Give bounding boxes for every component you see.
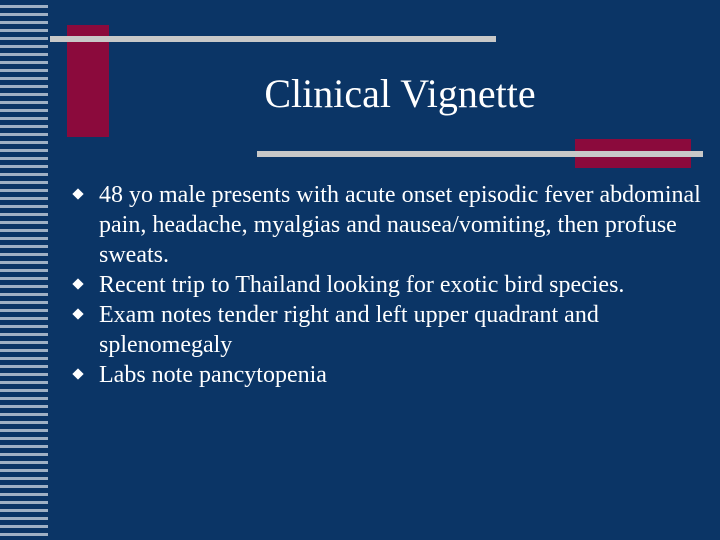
slide-title: Clinical Vignette — [264, 71, 536, 116]
bullet-text: 48 yo male presents with acute onset episodic fever abdominal pain, headache, myalgias and nausea/vomiting, then profuse sweats. — [99, 182, 701, 268]
horizontal-rule-right — [257, 151, 703, 157]
bullet-item — [70, 300, 710, 360]
bullet-item — [70, 180, 710, 270]
diamond-bullet-icon — [72, 278, 83, 289]
bullet-text: Recent trip to Thailand looking for exotic bird species. — [99, 272, 625, 298]
bullet-text: Exam notes tender right and left upper quadrant and splenomegaly — [99, 302, 599, 358]
bullet-item — [70, 270, 710, 300]
horizontal-rule-top — [50, 36, 496, 42]
bullet-text: Labs note pancytopenia — [99, 362, 327, 388]
diamond-bullet-icon — [72, 188, 83, 199]
bullet-item — [70, 360, 710, 390]
left-stripe-decoration — [0, 0, 50, 540]
diamond-bullet-icon — [72, 308, 83, 319]
diamond-bullet-icon — [72, 368, 83, 379]
bullet-list — [70, 180, 710, 390]
